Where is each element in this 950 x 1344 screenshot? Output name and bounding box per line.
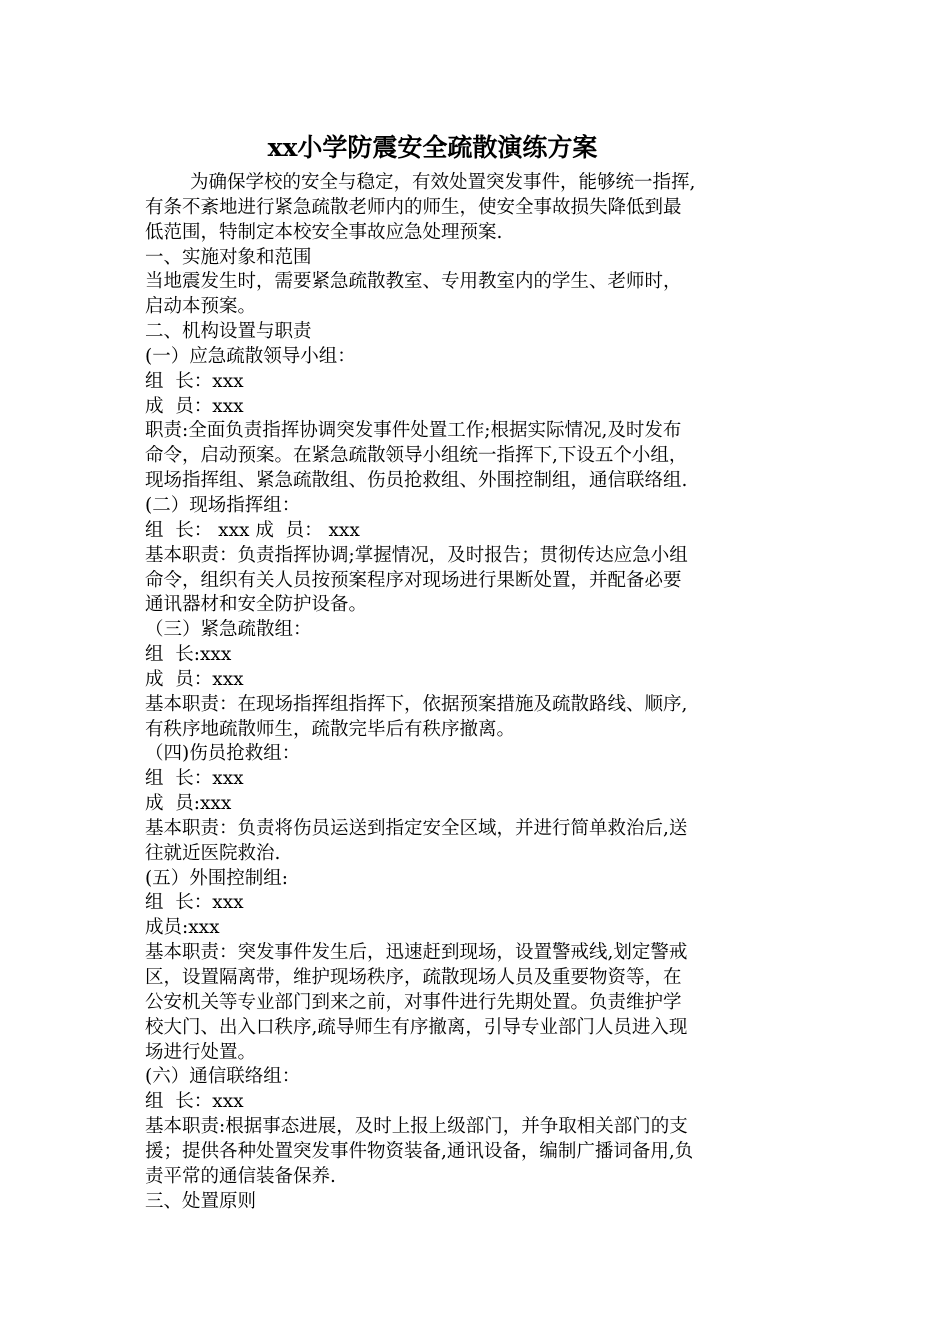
text-line: 二、机构设置与职责 bbox=[145, 321, 312, 343]
text-line: 组 长：xxx bbox=[145, 1091, 244, 1113]
text-line: 基本职责：负责将伤员运送到指定安全区域，并进行简单救治后,送 bbox=[145, 817, 688, 839]
text-line: 成 员：xxx bbox=[145, 395, 244, 417]
text-line: 三、处置原则 bbox=[145, 1190, 257, 1212]
text-line: 校大门、出入口秩序,疏导师生有序撤离，引导专业部门人员进入现 bbox=[145, 1016, 688, 1038]
text-line: 责平常的通信装备保养. bbox=[145, 1165, 336, 1187]
text-line: 当地震发生时，需要紧急疏散教室、专用教室内的学生、老师时， bbox=[145, 271, 682, 293]
text-line: 组 长：xxx bbox=[145, 892, 244, 914]
text-line: 区，设置隔离带，维护现场秩序，疏散现场人员及重要物资等，在 bbox=[145, 967, 682, 988]
text-line: 基本职责：在现场指挥组指挥下，依据预案措施及疏散路线、顺序, bbox=[145, 693, 688, 715]
text-line: 命令，组织有关人员按预案程序对现场进行果断处置，并配备必要 bbox=[145, 569, 682, 591]
text-line: (六）通信联络组： bbox=[145, 1066, 301, 1088]
text-line: 往就近医院救治. bbox=[145, 842, 281, 864]
text-line: 有秩序地疏散师生，疏散完毕后有秩序撤离。 bbox=[145, 718, 516, 740]
text-line: （四)伤员抢救组： bbox=[145, 743, 301, 765]
text-line: 公安机关等专业部门到来之前，对事件进行先期处置。负责维护学 bbox=[145, 991, 682, 1013]
text-line: 基本职责：突发事件发生后，迅速赶到现场，设置警戒线,划定警戒 bbox=[145, 942, 688, 964]
text-line: 成员:xxx bbox=[145, 917, 220, 939]
text-line: 组 长：xxx bbox=[145, 370, 244, 392]
text-line: 组 长： xxx 成 员： xxx bbox=[145, 519, 360, 541]
text-line: 成 员：xxx bbox=[145, 668, 244, 690]
text-line: (一）应急疏散领导小组： bbox=[145, 345, 356, 367]
text-line: 职责:全面负责指挥协调突发事件处置工作;根据实际情况,及时发布 bbox=[145, 420, 682, 442]
text-line: 有条不紊地进行紧急疏散老师内的师生，使安全事故损失降低到最 bbox=[145, 196, 682, 218]
document-title: xx小学防震安全疏散演练方案 bbox=[267, 133, 598, 162]
text-line: 通讯器材和安全防护设备。 bbox=[145, 594, 368, 616]
text-line: 一、实施对象和范围 bbox=[145, 246, 312, 268]
text-line: (二）现场指挥组： bbox=[145, 494, 301, 516]
text-line: 低范围，特制定本校安全事故应急处理预案. bbox=[145, 221, 503, 243]
text-line: 组 长：xxx bbox=[145, 768, 244, 790]
text-line: 命令，启动预案。在紧急疏散领导小组统一指挥下,下设五个小组， bbox=[145, 445, 688, 467]
text-line: 组 长:xxx bbox=[145, 644, 232, 666]
text-line: 成 员:xxx bbox=[145, 793, 232, 815]
text-line: 援；提供各种处置突发事件物资装备,通讯设备，编制广播词备用,负 bbox=[145, 1140, 694, 1162]
document-body bbox=[145, 171, 810, 1214]
text-line: (五）外围控制组: bbox=[145, 867, 288, 889]
text-line: 场进行处置。 bbox=[145, 1041, 257, 1063]
text-line: 基本职责:根据事态进展，及时上报上级部门，并争取相关部门的支 bbox=[145, 1116, 688, 1138]
text-line: （三）紧急疏散组： bbox=[145, 619, 312, 641]
text-line: 为确保学校的安全与稳定，有效处置突发事件，能够统一指挥, bbox=[190, 172, 696, 193]
text-line: 启动本预案。 bbox=[145, 296, 257, 318]
text-line: 现场指挥组、紧急疏散组、伤员抢救组、外围控制组，通信联络组. bbox=[145, 470, 688, 492]
text-line: 基本职责：负责指挥协调;掌握情况，及时报告；贯彻传达应急小组 bbox=[145, 544, 688, 566]
